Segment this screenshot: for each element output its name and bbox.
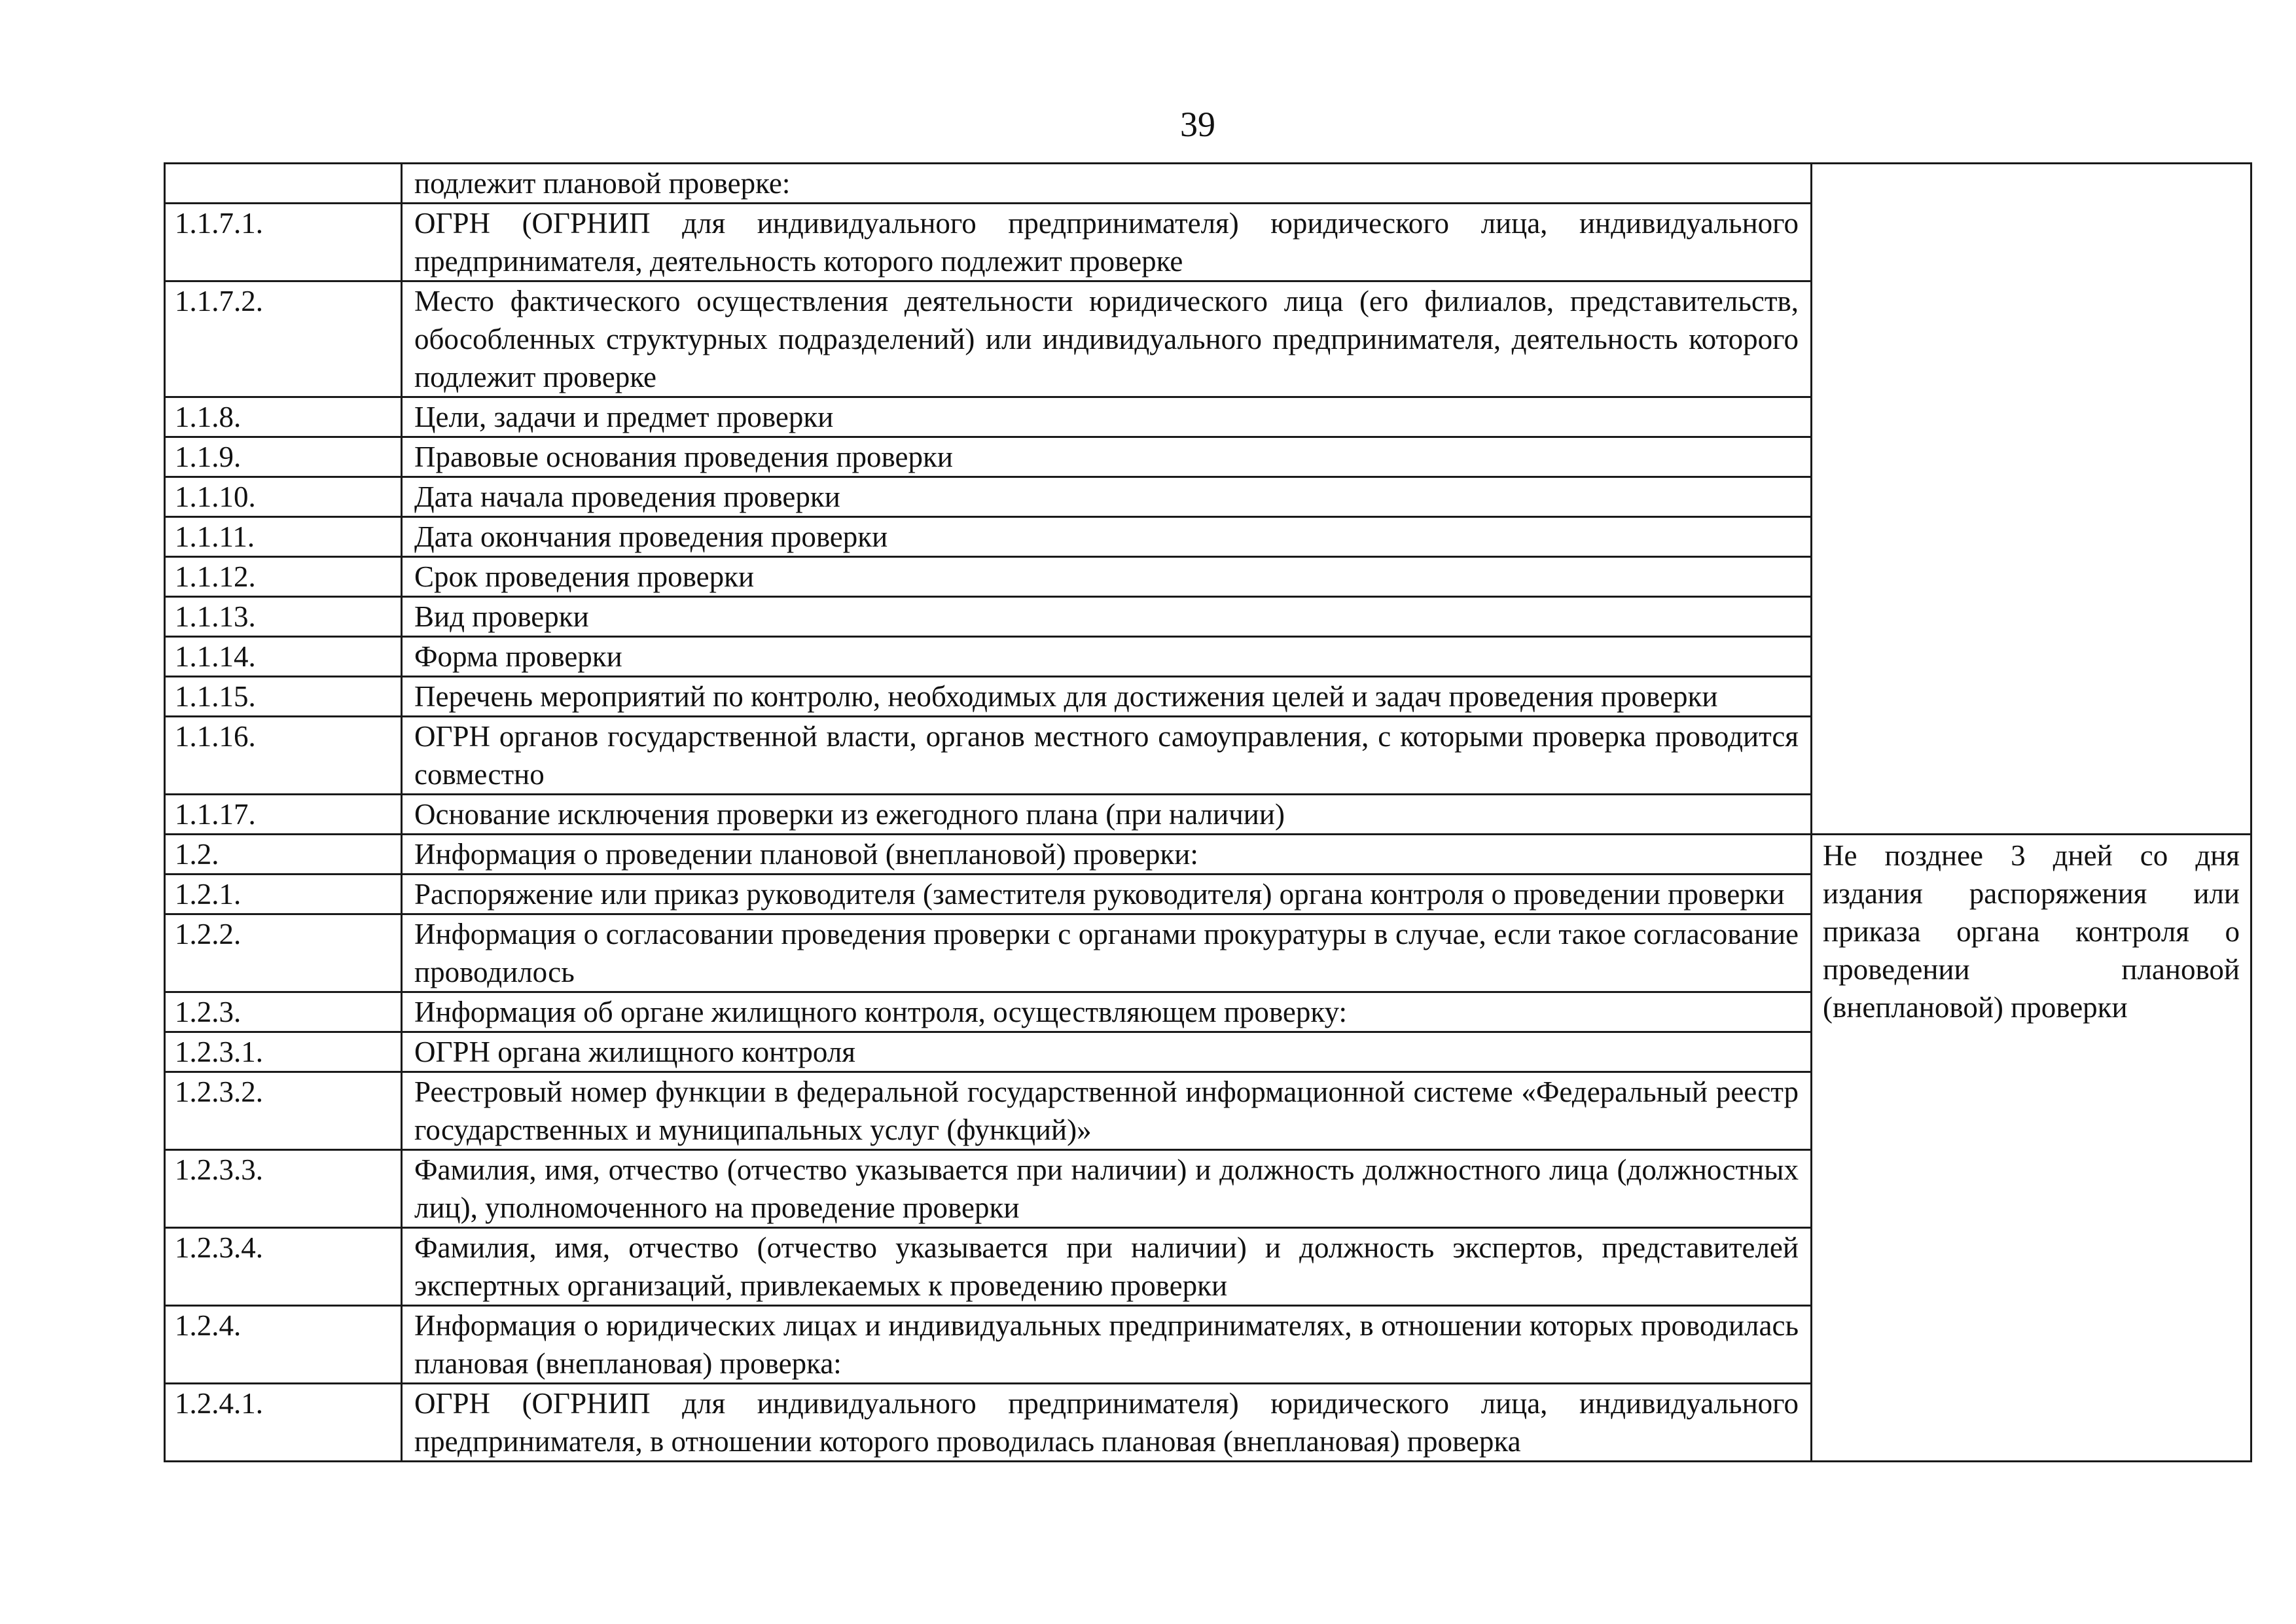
item-description: ОГРН (ОГРНИП для индивидуального предпринимателя) юридического лица, индивидуального предпринимателя, в отношении которого проводилась плановая (внеплановая) проверка	[402, 1384, 1812, 1462]
item-number: 1.2.3.1.	[165, 1032, 402, 1072]
item-description: ОГРН органа жилищного контроля	[402, 1032, 1812, 1072]
item-description: Место фактического осуществления деятельности юридического лица (его филиалов, представительств, обособленных структурных подразделений) или индивидуального предпринимателя, деятельность которого подлежит проверке	[402, 281, 1812, 397]
table-row	[165, 164, 2251, 204]
item-description: Реестровый номер функции в федеральной государственной информационной системе «Федеральный реестр государственных и муниципальных услуг (функций)»	[402, 1072, 1812, 1150]
item-description: ОГРН (ОГРНИП для индивидуального предпринимателя) юридического лица, индивидуального предпринимателя, деятельность которого подлежит проверке	[402, 204, 1812, 281]
item-description: Правовые основания проведения проверки	[402, 437, 1812, 477]
item-number: 1.1.13.	[165, 597, 402, 637]
item-description: ОГРН органов государственной власти, органов местного самоуправления, с которыми проверка проводится совместно	[402, 717, 1812, 795]
item-description: Вид проверки	[402, 597, 1812, 637]
item-number: 1.1.8.	[165, 397, 402, 437]
item-number: 1.2.1.	[165, 875, 402, 914]
item-number: 1.2.3.2.	[165, 1072, 402, 1150]
item-description: Информация об органе жилищного контроля, осуществляющем проверку:	[402, 992, 1812, 1032]
item-number: 1.1.9.	[165, 437, 402, 477]
item-description: Информация о юридических лицах и индивидуальных предпринимателях, в отношении которых проводилась плановая (внеплановая) проверка:	[402, 1306, 1812, 1384]
item-description: Перечень мероприятий по контролю, необходимых для достижения целей и задач проведения проверки	[402, 677, 1812, 717]
deadline-cell-empty	[1812, 164, 2251, 835]
item-number: 1.1.7.1.	[165, 204, 402, 281]
page-number: 39	[1180, 105, 1215, 144]
item-number: 1.1.10.	[165, 477, 402, 517]
item-description: Основание исключения проверки из ежегодного плана (при наличии)	[402, 795, 1812, 835]
item-description: подлежит плановой проверке:	[402, 164, 1812, 204]
item-number	[165, 164, 402, 204]
item-description: Срок проведения проверки	[402, 557, 1812, 597]
item-number: 1.1.17.	[165, 795, 402, 835]
item-description: Фамилия, имя, отчество (отчество указывается при наличии) и должность должностного лица (должностных лиц), уполномоченного на проведение проверки	[402, 1150, 1812, 1228]
item-number: 1.2.3.	[165, 992, 402, 1032]
item-number: 1.2.3.4.	[165, 1228, 402, 1306]
item-description: Дата начала проведения проверки	[402, 477, 1812, 517]
item-number: 1.1.11.	[165, 517, 402, 557]
item-number: 1.2.2.	[165, 914, 402, 992]
item-description: Информация о согласовании проведения проверки с органами прокуратуры в случае, если такое согласование проводилось	[402, 914, 1812, 992]
item-number: 1.1.16.	[165, 717, 402, 795]
item-number: 1.1.14.	[165, 637, 402, 677]
item-description: Цели, задачи и предмет проверки	[402, 397, 1812, 437]
item-number: 1.1.15.	[165, 677, 402, 717]
item-number: 1.2.	[165, 835, 402, 875]
item-description: Распоряжение или приказ руководителя (заместителя руководителя) органа контроля о проведении проверки	[402, 875, 1812, 914]
table-row	[165, 835, 2251, 875]
item-number: 1.1.7.2.	[165, 281, 402, 397]
item-description: Информация о проведении плановой (внеплановой) проверки:	[402, 835, 1812, 875]
item-number: 1.2.4.	[165, 1306, 402, 1384]
item-description: Фамилия, имя, отчество (отчество указывается при наличии) и должность экспертов, представителей экспертных организаций, привлекаемых к проведению проверки	[402, 1228, 1812, 1306]
item-description: Дата окончания проведения проверки	[402, 517, 1812, 557]
item-description: Форма проверки	[402, 637, 1812, 677]
deadline-note: Не позднее 3 дней со дня издания распоряжения или приказа органа контроля о проведении плановой (внеплановой) проверки	[1812, 835, 2251, 1462]
item-number: 1.1.12.	[165, 557, 402, 597]
item-number: 1.2.4.1.	[165, 1384, 402, 1462]
item-number: 1.2.3.3.	[165, 1150, 402, 1228]
requirements-table	[164, 162, 2252, 1462]
